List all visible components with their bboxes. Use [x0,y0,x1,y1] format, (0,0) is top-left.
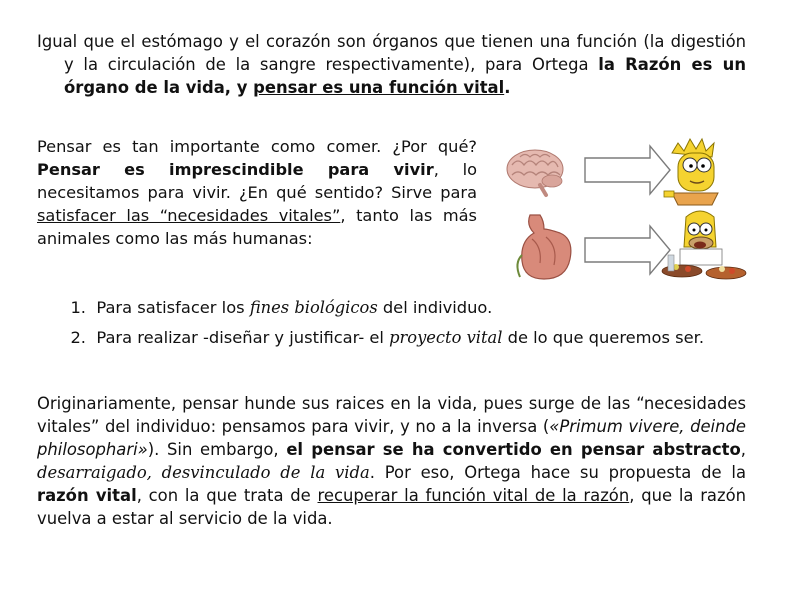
razon-vital-bold: razón vital [37,486,137,505]
lisa-simpson-thinking-image [664,139,718,205]
illustration-figure [500,135,750,285]
intro-underline: pensar es una función vital [253,78,505,97]
intro-paragraph [37,30,746,99]
conclusion-italic: desarraigado, desvinculado de la vida [37,463,370,482]
list-item: 1. Para satisfacer los fines biológicos del individuo. [70,298,493,317]
list-italic: fines biológicos [249,298,378,317]
list-item: 2. Para realizar -diseñar y justificar- el proyecto vital de lo que queremos ser. [70,328,705,347]
arrow-right-icon [585,146,670,194]
intro-bold: la Razón es un órgano de la vida, y pensar es una función vital. [64,55,746,97]
arrow-right-icon [585,226,670,274]
latin-quote: «Primum vivere, deinde philosophari» [37,417,746,459]
stomach-image [517,215,570,279]
conclusion-underline: recuperar la función vital de la razón [317,486,630,505]
purposes-list [37,298,757,362]
homer-simpson-eating-image [662,211,746,279]
conclusion-bold: el pensar se ha convertido en pensar abstracto [286,440,741,459]
list-italic: proyecto vital [389,328,503,347]
conclusion-paragraph: Originariamente, pensar hunde sus raices en la vida, pues surge de las “necesidades vitales” del individuo: pensamos para vivir, y no a la inversa («Primum vivere, deinde philosophari»). Sin embargo, el pensar se ha convertido en pensar abstracto, desarraigado, desvinculado de la vida. Por eso, Ortega hace su propuesta de la razón vital, con la que trata de recuperar la función vital de la razón, que la razón vuelva a estar al servicio de la vida. [37,394,746,528]
brain-image [507,150,563,195]
thinking-bold: Pensar es imprescindible para vivir [37,160,434,179]
illustration-svg [500,135,750,285]
thinking-paragraph: Pensar es tan importante como comer. ¿Por qué? Pensar es imprescindible para vivir, lo necesitamos para vivir. ¿En qué sentido? Sirve para satisfacer las “necesidades vitales”, tanto las más animales como las más humanas: [37,137,478,248]
intro-text: Igual que el estómago y el corazón son órganos que tienen una función (la digestión y la circulación de la sangre respectivamente), para Ortega [37,32,746,74]
thinking-underline: satisfacer las “necesidades vitales” [37,206,341,225]
